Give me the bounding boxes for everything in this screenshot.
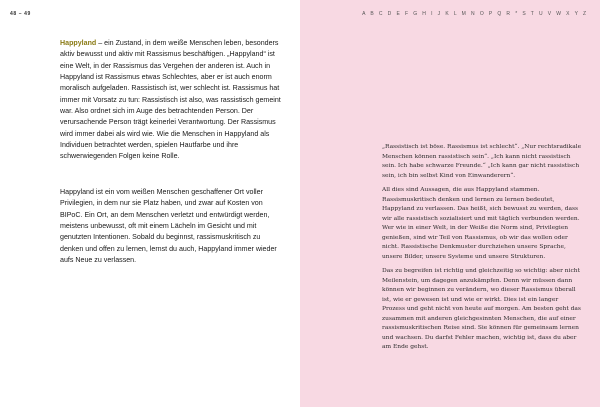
explanation-paragraph: All dies sind Aussagen, die aus Happyland stammen. Rassismuskritisch denken und lernen zu lernen bedeutet, Happyland zu verlassen. Das heißt, sich bewusst zu werden, dass wir alle rassistisch sozialisiert und mit täglich verbunden werden. Wer wie in einer Welt, in der Weiße die Norm sind, Privilegien genießen, sind wir Teil von Rassismus, ob wir das wollen oder nicht. Rassistische Denkmuster durchziehen unsere Sprache, unsere Bilder, unsere Systeme und unsere Strukturen. xyxy=(382,187,580,260)
quotes-paragraph: „Rassistisch ist böse. Rassismus ist schlecht“. „Nur rechtsradikale Menschen können rassistisch sein“. „Ich kann nicht rassistisch sein. Ich habe schwarze Freunde.“ „Ich kann gar nicht rassistisch sein, ich bin selbst Kind von Einwanderern“. xyxy=(382,144,582,179)
definition-paragraph xyxy=(60,38,285,163)
second-paragraph xyxy=(60,187,285,266)
paragraph-text: Happyland ist ein vom weißen Menschen geschaffener Ort voller Privilegien, in dem nur sie Platz haben, und zwar auf Kosten von BIPoC. Ein Ort, an dem Menschen verletzt und entwürdigt werden, meistens unbewusst, oft mit einem Lächeln im Gesicht und mit genutzten Intentionen. Sobald du beginnst, rassismuskritisch zu denken und offen zu lernen, lernst du auch, Happyland immer wieder aufs Neue zu verlassen. xyxy=(60,188,277,265)
closing-paragraph: Das zu begreifen ist richtig und gleichzeitig so wichtig: aber nicht Meilenstein, um dagegen anzukämpfen. Denn wir müssen dann können wir beginnen zu verändern, wo dieser Rassismus überall ist, wie er gewesen ist und wie er wirkt. Dies ist ein langer Prozess und geht nicht von heute auf morgen. Am besten geht das zusammen mit anderen gleichgesinnten Menschen, die auf einer rassismuskritischen Reise sind. Sie können für gemeinsam lernen und wachsen. Du darfst Fehler machen, wichtig ist, dass du aber am Ende gehst. xyxy=(382,268,581,350)
definition-text: – ein Zustand, in dem weiße Menschen leben, besonders aktiv bewusst und aktiv mit Rassismus beschäftigen. „Happyland“ ist eine Welt, in der Rassismus das Vergehen der anderen ist. Auch in Happyland ist Rassismus etwas Schlechtes, aber er ist auch enorm moralisch aufgeladen. Rassistisch ist, wer schlecht ist. Rassismus hat immer mit Vorsatz zu tun: Rassistisch ist also, was rassistisch gemeint war. Also ordnet sich im Auge des betrachtenden Person. Der verursachende Person trägt keinerlei Verantwortung. Der Rassismus wird immer dabei als wird wie. Wie die Menschen in Happyland als Individuen betrachtet werden, spielen Hautfarbe und ihre schwerwiegenden Folgen keine Rolle. xyxy=(60,39,281,161)
alphabet-index: A B C D E F G H I J K L M N O P Q R * S T U V W X Y Z xyxy=(362,11,588,17)
right-page xyxy=(300,0,600,407)
quotes-column xyxy=(382,143,582,358)
page-numbers: 48 – 49 xyxy=(10,11,31,17)
entry-term: Happyland xyxy=(60,39,97,47)
